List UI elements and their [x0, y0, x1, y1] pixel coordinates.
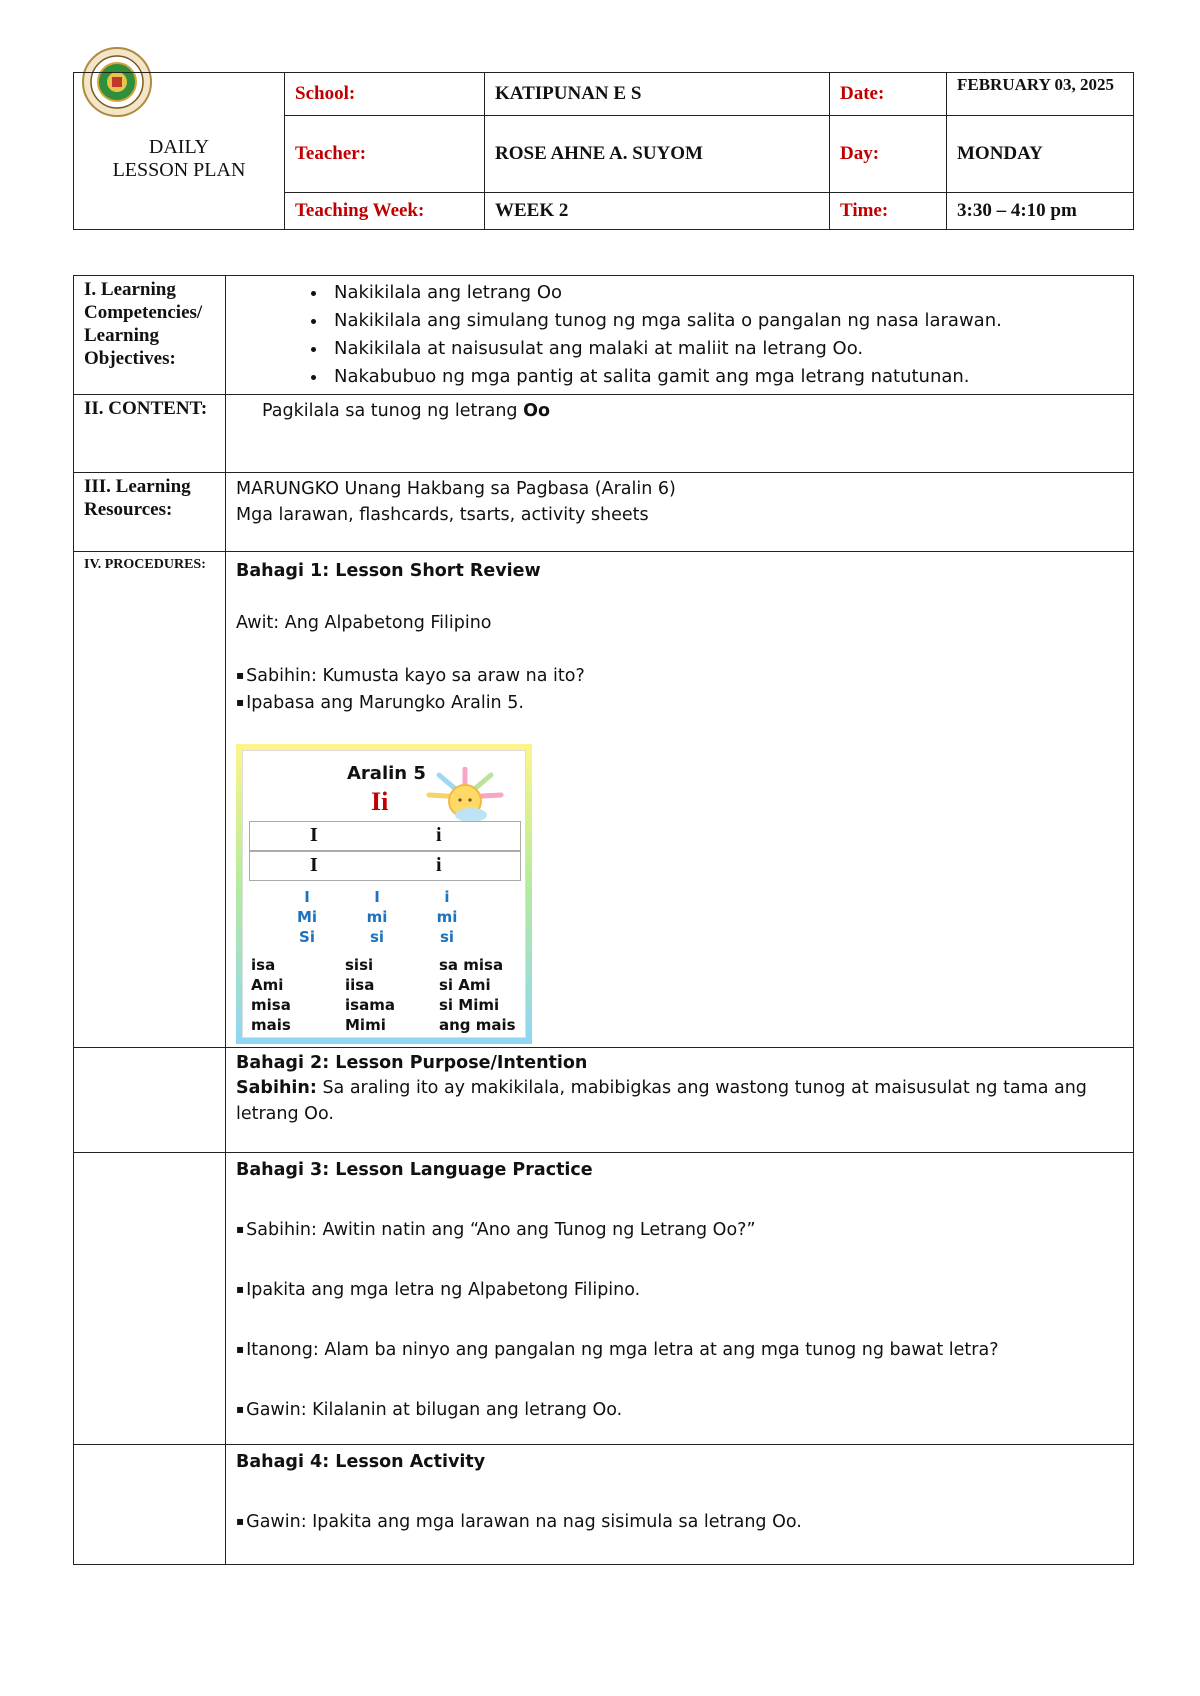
resources-label: III. Learning Resources:	[74, 473, 226, 552]
syllable: mi	[436, 908, 458, 926]
empty-label-cell	[74, 1048, 226, 1153]
word-column-2	[345, 955, 395, 1035]
part1-cell	[226, 552, 1134, 1048]
part3-item: Sabihin: Awitin natin ang “Ano ang Tunog ng Letrang Oo?”	[246, 1220, 756, 1240]
word: si Ami	[439, 976, 491, 994]
resources-line-2: Mga larawan, flashcards, tsarts, activity sheets	[236, 505, 649, 525]
objectives-label: I. Learning Competencies/ Learning Objectives:	[74, 276, 226, 395]
word: misa	[251, 996, 291, 1014]
upper-letter: I	[310, 854, 318, 876]
time-label: Time:	[830, 192, 947, 229]
card-inner	[242, 750, 526, 1038]
part3-title: Bahagi 3: Lesson Language Practice	[236, 1160, 593, 1180]
teacher-label: Teacher:	[285, 116, 485, 192]
syllable: Si	[299, 928, 315, 946]
objectives-cell	[226, 276, 1134, 395]
objective-item: • Nakikilala at naisusulat ang malaki at maliit na letrang Oo.	[328, 335, 1123, 363]
document-title	[74, 73, 285, 230]
content-text: Pagkilala sa tunog ng letrang	[262, 401, 518, 421]
procedures-label: IV. PROCEDURES:	[74, 552, 226, 1048]
part1-title: Bahagi 1: Lesson Short Review	[236, 561, 541, 581]
part3-item: Itanong: Alam ba ninyo ang pangalan ng mga letra at ang mga tunog ng bawat letra?	[246, 1340, 999, 1360]
syllable: si	[369, 928, 385, 946]
word: sa misa	[439, 956, 504, 974]
syllable-column-1	[287, 887, 327, 947]
word: sisi	[345, 956, 374, 974]
lesson-plan-header	[73, 72, 1134, 230]
syllable: mi	[366, 908, 388, 926]
aralin-5-card-image	[236, 744, 532, 1044]
procedures-part1-row	[74, 552, 1134, 1048]
teaching-week-label: Teaching Week:	[285, 192, 485, 229]
word: Mimi	[345, 1016, 386, 1034]
word: ang mais	[439, 1016, 516, 1034]
sun-icon	[425, 767, 505, 823]
content-row	[74, 395, 1134, 473]
syllable: Mi	[296, 908, 318, 926]
day-label: Day:	[830, 116, 947, 192]
teacher-value: ROSE AHNE A. SUYOM	[485, 116, 830, 192]
empty-label-cell	[74, 1445, 226, 1565]
part4-cell	[226, 1445, 1134, 1565]
part2-say-text: Sa araling ito ay makikilala, mabibigkas ang wastong tunog at maisusulat ng tama ang letrang Oo.	[236, 1078, 1087, 1124]
content-label: II. CONTENT:	[74, 395, 226, 473]
syllable-column-3	[427, 887, 467, 947]
resources-line-1: MARUNGKO Unang Hakbang sa Pagbasa (Aralin 6)	[236, 479, 676, 499]
day-value: MONDAY	[947, 116, 1134, 192]
objective-item: • Nakikilala ang simulang tunog ng mga salita o pangalan ng nasa larawan.	[328, 307, 1123, 335]
part3-item: Gawin: Kilalanin at bilugan ang letrang Oo.	[246, 1400, 623, 1420]
card-letter: Ii	[371, 787, 389, 816]
part3-cell	[226, 1153, 1134, 1445]
word: mais	[251, 1016, 291, 1034]
syllable-column-2	[357, 887, 397, 947]
school-value: KATIPUNAN E S	[485, 73, 830, 116]
part4-title: Bahagi 4: Lesson Activity	[236, 1452, 486, 1472]
part2-say-label: Sabihin:	[236, 1078, 317, 1098]
school-label: School:	[285, 73, 485, 116]
title-line-1: DAILY	[148, 136, 210, 158]
word: Ami	[251, 976, 284, 994]
bullet-icon: ▪	[236, 1222, 245, 1236]
objectives-list	[236, 279, 1123, 391]
procedures-part3-row	[74, 1153, 1134, 1445]
bullet-icon: ▪	[236, 695, 245, 709]
teaching-week-value: WEEK 2	[485, 192, 830, 229]
word: si Mimi	[439, 996, 500, 1014]
part2-cell	[226, 1048, 1134, 1153]
word: isama	[345, 996, 395, 1014]
lesson-plan-body	[73, 275, 1134, 1565]
title-line-2: LESSON PLAN	[112, 159, 246, 181]
bullet-icon: ▪	[236, 1514, 245, 1528]
letter-row-2	[249, 851, 521, 881]
procedures-part2-row	[74, 1048, 1134, 1153]
syllable: i	[444, 888, 450, 906]
procedures-part4-row	[74, 1445, 1134, 1565]
letter-row-1	[249, 821, 521, 851]
bullet-icon: ▪	[236, 1282, 245, 1296]
card-title: Aralin 5	[347, 763, 426, 784]
objective-item: • Nakabubuo ng mga pantig at salita gamit ang mga letrang natutunan.	[328, 363, 1123, 391]
syllable: I	[374, 888, 380, 906]
bullet-icon: ▪	[236, 1402, 245, 1416]
part2-title: Bahagi 2: Lesson Purpose/Intention	[236, 1053, 588, 1073]
word: isa	[251, 956, 276, 974]
objectives-row	[74, 276, 1134, 395]
content-letter: Oo	[523, 401, 551, 421]
resources-row	[74, 473, 1134, 552]
word: iisa	[345, 976, 375, 994]
objective-item: • Nakikilala ang letrang Oo	[328, 279, 1123, 307]
date-value: FEBRUARY 03, 2025	[947, 73, 1134, 116]
part3-item: Ipakita ang mga letra ng Alpabetong Filipino.	[246, 1280, 641, 1300]
word-column-3	[439, 955, 516, 1035]
word-column-1	[251, 955, 291, 1035]
part4-item: Gawin: Ipakita ang mga larawan na nag sisimula sa letrang Oo.	[246, 1512, 802, 1532]
part1-item-1: Sabihin: Kumusta kayo sa araw na ito?	[246, 666, 585, 686]
empty-label-cell	[74, 1153, 226, 1445]
bullet-icon: ▪	[236, 668, 245, 682]
date-label: Date:	[830, 73, 947, 116]
lower-letter: i	[436, 824, 442, 846]
time-value: 3:30 – 4:10 pm	[947, 192, 1134, 229]
syllable: si	[439, 928, 455, 946]
resources-cell	[226, 473, 1134, 552]
bullet-icon: ▪	[236, 1342, 245, 1356]
part1-item-2: Ipabasa ang Marungko Aralin 5.	[246, 693, 524, 713]
lower-letter: i	[436, 854, 442, 876]
upper-letter: I	[310, 824, 318, 846]
content-cell	[226, 395, 1134, 473]
syllable: I	[304, 888, 310, 906]
part1-song: Awit: Ang Alpabetong Filipino	[236, 613, 492, 633]
